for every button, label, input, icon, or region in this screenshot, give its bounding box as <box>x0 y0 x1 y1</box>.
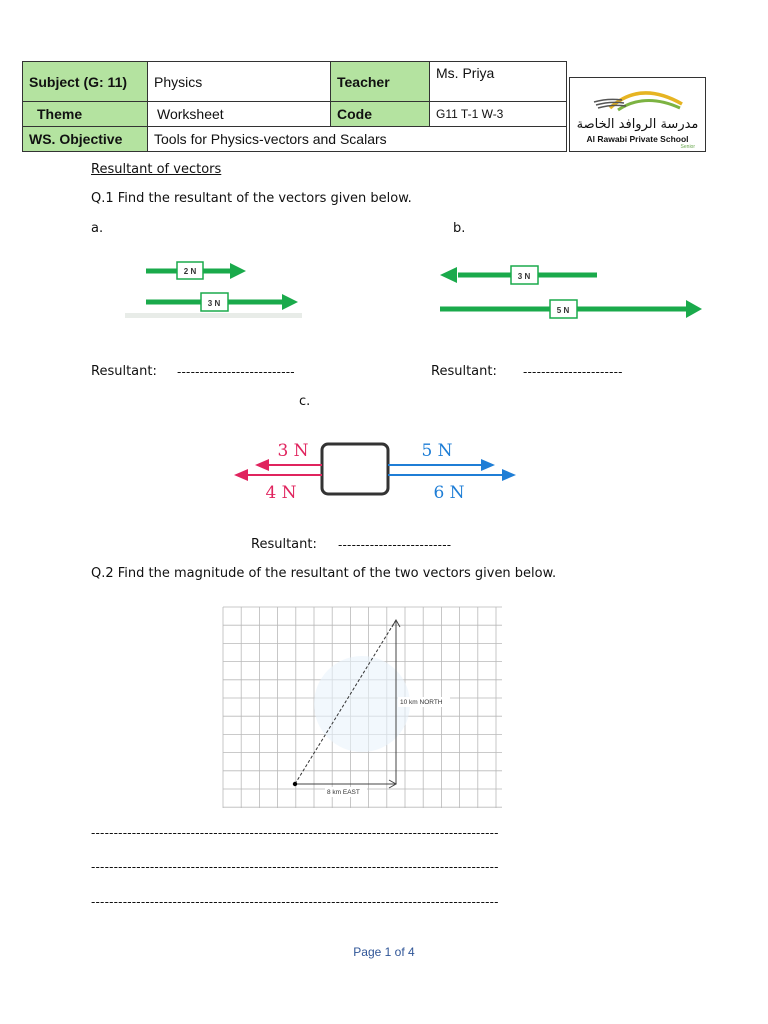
resultant-a-label: Resultant: <box>91 364 157 379</box>
figure-a-vector-2-arrowhead <box>282 294 298 310</box>
section-title: Resultant of vectors <box>91 162 222 177</box>
q1-label-c: c. <box>299 394 311 409</box>
figure-b-vector-1-arrowhead <box>440 267 457 283</box>
figure-a-vector-2-label: 3 N <box>207 299 221 308</box>
q1-text: Q.1 Find the resultant of the vectors given below. <box>91 191 412 206</box>
figure-c-label-6n: 6 N <box>433 483 465 503</box>
theme-label: Theme <box>23 102 148 127</box>
figure-b-vector-2-arrowhead <box>686 300 702 318</box>
code-label: Code <box>331 102 430 127</box>
logo-sub-text: Senior <box>680 144 695 150</box>
figure-a-vector-1-arrowhead <box>230 263 246 279</box>
q2-east-label: 8 km EAST <box>327 789 360 796</box>
objective-label: WS. Objective <box>23 127 148 152</box>
teacher-value: Ms. Priya <box>430 62 567 102</box>
resultant-c-label: Resultant: <box>251 537 317 552</box>
figure-c <box>225 432 525 512</box>
answer-line-2[interactable]: ------------------------------------------------------------------------------------------ <box>91 860 499 874</box>
figure-b-vector-1-label: 3 N <box>517 272 531 281</box>
answer-line-3[interactable]: ------------------------------------------------------------------------------------------ <box>91 895 499 909</box>
q2-text: Q.2 Find the magnitude of the resultant of the two vectors given below. <box>91 566 557 581</box>
figure-b-vector-2-label: 5 N <box>556 306 570 315</box>
q2-north-label: 10 km NORTH <box>400 699 443 706</box>
logo-arabic-text: مدرسة الروافد الخاصة <box>576 117 699 132</box>
figure-c-label-3n: 3 N <box>277 441 309 461</box>
teacher-label: Teacher <box>331 62 430 102</box>
answer-line-1[interactable]: ------------------------------------------------------------------------------------------ <box>91 826 499 840</box>
school-logo <box>569 77 706 152</box>
figure-a-base-shadow <box>125 313 302 318</box>
figure-c-label-4n: 4 N <box>265 483 297 503</box>
q2-origin-point <box>293 782 297 786</box>
figure-c-box <box>322 444 388 494</box>
figure-c-5n-arrowhead <box>481 459 495 471</box>
q2-grid-figure <box>220 604 505 814</box>
objective-value: Tools for Physics-vectors and Scalars <box>148 127 567 152</box>
resultant-a-blank[interactable]: -------------------------- <box>177 365 295 379</box>
figure-b <box>430 258 710 324</box>
subject-label: Subject (G: 11) <box>23 62 148 102</box>
subject-value: Physics <box>148 62 331 102</box>
q1-label-b: b. <box>453 221 466 236</box>
theme-value: Worksheet <box>148 102 331 127</box>
resultant-b-label: Resultant: <box>431 364 497 379</box>
figure-c-3n-arrowhead <box>255 459 269 471</box>
resultant-c-blank[interactable]: ------------------------- <box>338 538 452 552</box>
code-value: G11 T-1 W-3 <box>430 102 567 127</box>
logo-english-text: Al Rawabi Private School <box>586 134 689 144</box>
figure-c-6n-arrowhead <box>502 469 516 481</box>
figure-c-4n-arrowhead <box>234 469 248 481</box>
figure-c-label-5n: 5 N <box>421 441 453 461</box>
q1-label-a: a. <box>91 221 104 236</box>
resultant-b-blank[interactable]: ---------------------- <box>523 365 623 379</box>
page-footer: Page 1 of 4 <box>353 945 415 959</box>
figure-a <box>120 255 310 325</box>
figure-a-vector-1-label: 2 N <box>183 267 197 276</box>
header-table <box>22 61 567 152</box>
